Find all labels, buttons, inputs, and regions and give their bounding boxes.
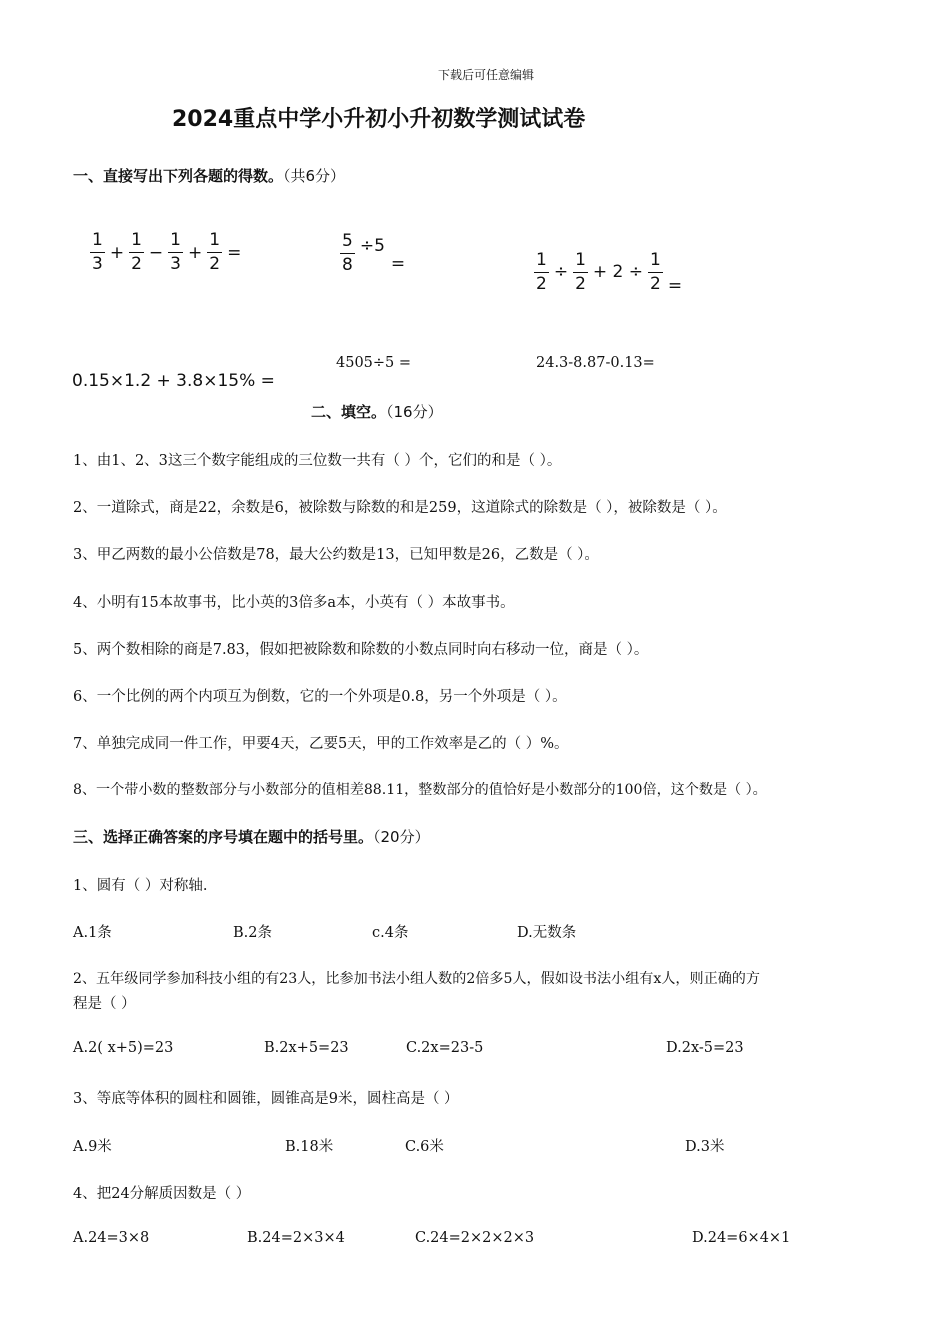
- section3-heading: [73, 826, 430, 847]
- option-c: C.6米: [405, 1139, 444, 1155]
- math-expression-4: 0.15×1.2 + 3.8×15% =: [72, 371, 275, 391]
- option-b: B.24=2×3×4: [247, 1230, 345, 1246]
- denominator: 2: [131, 254, 142, 274]
- section2-title: 二、填空。: [311, 403, 387, 421]
- section3-points: （20分）: [373, 828, 430, 846]
- denominator: 3: [170, 254, 181, 274]
- numerator: 1: [648, 252, 663, 273]
- numerator: 1: [573, 252, 588, 273]
- numerator: 1: [534, 252, 549, 273]
- numerator: 5: [340, 233, 355, 254]
- denominator: 2: [536, 273, 547, 294]
- math-expression-3: [532, 248, 685, 296]
- denominator: 2: [209, 254, 221, 274]
- fraction: [207, 232, 222, 273]
- choice-question-2-line1: 2、五年级同学参加科技小组的有23人，比参加书法小组人数的2倍多5人，假如设书法小组有x人，则正确的方: [73, 971, 760, 987]
- fill-question-5: 5、两个数相除的商是7.83，假如把被除数和除数的小数点同时向右移动一位，商是（ ）。: [73, 642, 649, 658]
- option-a: A.1条: [73, 925, 112, 941]
- choice-question-4: 4、把24分解质因数是（ ）: [73, 1186, 251, 1202]
- option-d: D.24=6×4×1: [692, 1230, 791, 1246]
- fill-question-1: 1、由1、2、3这三个数字能组成的三位数一共有（ ）个，它们的和是（ ）。: [73, 453, 562, 469]
- denominator: 2: [650, 273, 661, 294]
- operator: ÷5: [359, 236, 385, 256]
- fill-question-7: 7、单独完成同一件工作，甲要4天，乙要5天，甲的工作效率是乙的（ ）%。: [73, 736, 569, 752]
- option-a: A.9米: [73, 1139, 112, 1155]
- fill-question-2: 2、一道除式，商是22，余数是6，被除数与除数的和是259，这道除式的除数是（ ），被除数是（ ）。: [73, 500, 727, 516]
- equals-sign: =: [390, 254, 406, 274]
- numerator: 1: [90, 232, 105, 253]
- numerator: 1: [168, 232, 183, 253]
- choice-question-2-line2: 程是（ ）: [73, 996, 136, 1012]
- section1-points: （共6分）: [283, 167, 346, 185]
- header-note: 下载后可任意编辑: [438, 68, 535, 82]
- math-expression-5: 4505÷5 =: [336, 355, 412, 371]
- fraction: [129, 232, 144, 273]
- option-d: D.无数条: [517, 925, 577, 941]
- option-d: D.3米: [685, 1139, 725, 1155]
- option-d: D.2x-5=23: [666, 1040, 744, 1056]
- fill-question-6: 6、一个比例的两个内项互为倒数，它的一个外项是0.8，另一个外项是（ ）。: [73, 689, 567, 705]
- denominator: 8: [342, 254, 353, 275]
- numerator: 1: [207, 232, 222, 253]
- math-expression-1: [88, 232, 244, 273]
- fill-question-3: 3、甲乙两数的最小公倍数是78，最大公约数是13，已知甲数是26，乙数是（ ）。: [73, 547, 599, 563]
- operator: −: [148, 242, 164, 263]
- section2-points: （16分）: [386, 403, 443, 421]
- choice-question-3: 3、等底等体积的圆柱和圆锥，圆锥高是9米，圆柱高是（ ）: [73, 1091, 459, 1107]
- option-c: C.2x=23-5: [406, 1040, 484, 1056]
- section1-heading: [73, 165, 345, 186]
- fill-question-8: 8、一个带小数的整数部分与小数部分的值相差88.11，整数部分的值恰好是小数部分的100倍，这个数是（ ）。: [73, 782, 767, 798]
- section1-title: 一、直接写出下列各题的得数。: [73, 167, 284, 185]
- fraction: [90, 232, 105, 273]
- option-a: A.2( x+5)=23: [73, 1040, 174, 1056]
- operator: +: [109, 242, 125, 263]
- denominator: 3: [92, 254, 103, 274]
- document-title: 2024重点中学小升初小升初数学测试试卷: [172, 107, 586, 132]
- numerator: 1: [129, 232, 144, 253]
- fill-question-4: 4、小明有15本故事书，比小英的3倍多a本，小英有（ ）本故事书。: [73, 595, 515, 611]
- fraction: [534, 249, 549, 294]
- option-b: B.2x+5=23: [264, 1040, 349, 1056]
- option-a: A.24=3×8: [73, 1230, 150, 1246]
- option-c: c.4条: [372, 925, 409, 941]
- fraction: [573, 249, 588, 294]
- option-b: B.18米: [285, 1139, 334, 1155]
- operator: +: [187, 242, 203, 263]
- math-expression-6: 24.3-8.87-0.13=: [536, 355, 655, 371]
- section3-title: 三、选择正确答案的序号填在题中的括号里。: [73, 828, 374, 846]
- option-c: C.24=2×2×2×3: [415, 1230, 535, 1246]
- fraction: [168, 232, 183, 273]
- equals-sign: =: [667, 276, 683, 296]
- choice-question-1: 1、圆有（ ）对称轴.: [73, 878, 208, 894]
- operator: ÷: [553, 262, 569, 282]
- equals-sign: =: [227, 242, 242, 263]
- option-b: B.2条: [233, 925, 272, 941]
- denominator: 2: [575, 273, 586, 294]
- math-expression-2: [338, 232, 408, 274]
- section2-heading: [311, 401, 443, 422]
- operator: + 2 ÷: [592, 262, 644, 282]
- fraction: [340, 230, 355, 275]
- fraction: [648, 249, 663, 294]
